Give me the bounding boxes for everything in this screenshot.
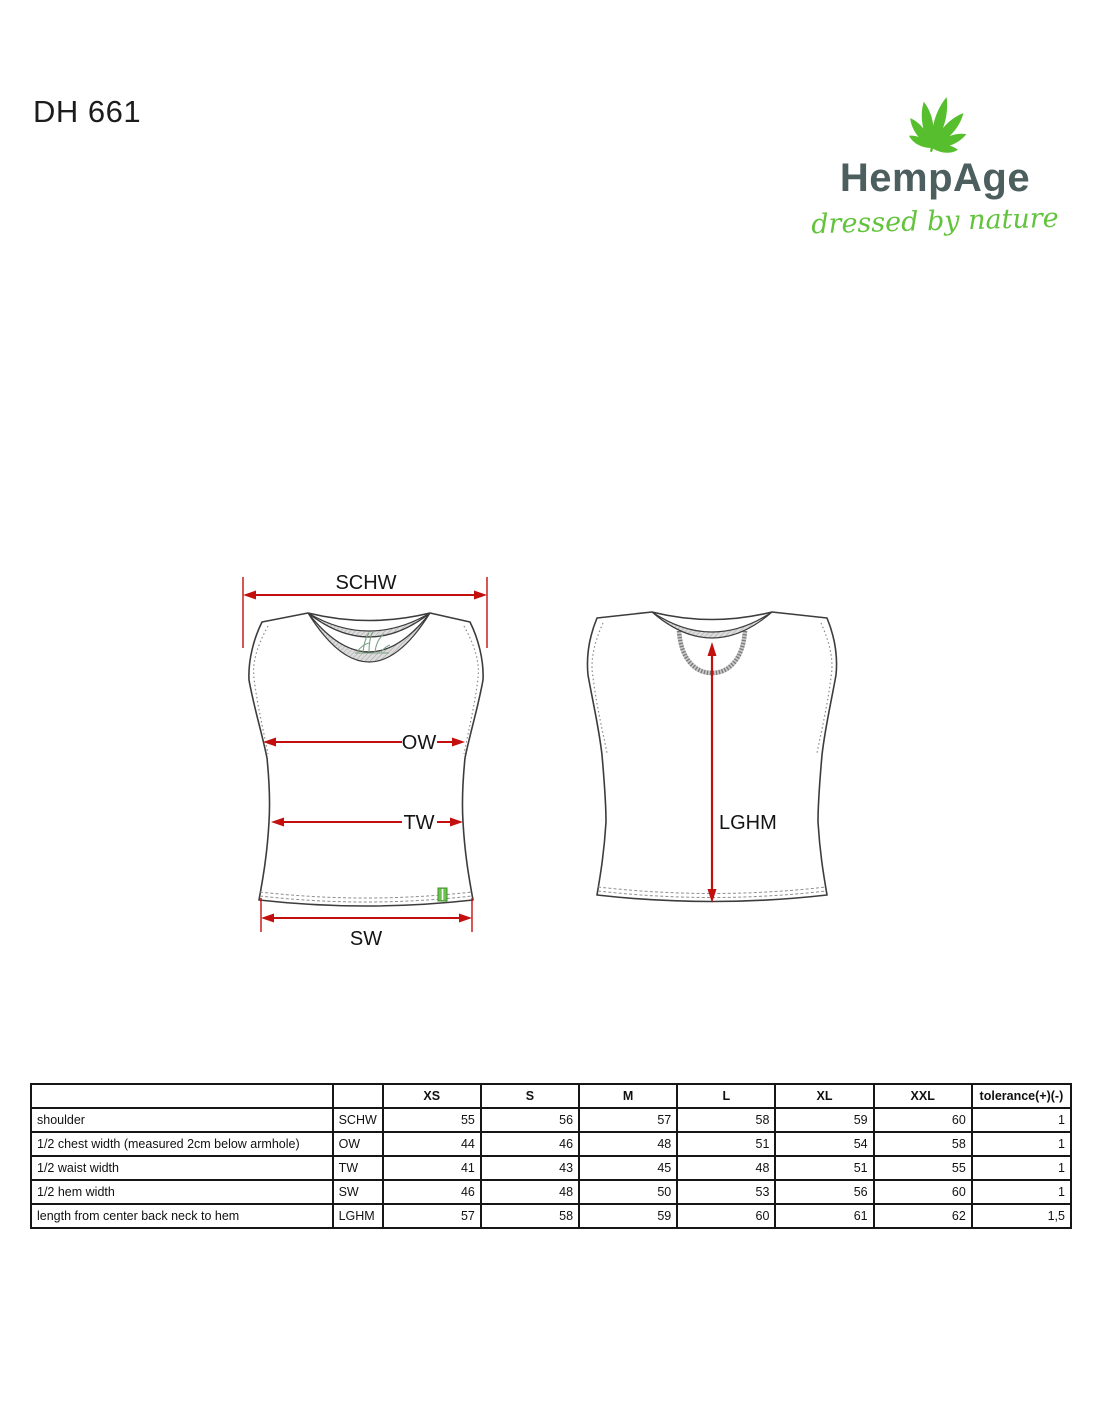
value-xs: 46 bbox=[383, 1180, 481, 1204]
ow-label: OW bbox=[401, 732, 437, 754]
header-size-xl: XL bbox=[775, 1084, 873, 1108]
table-row-hem-width bbox=[31, 1180, 1071, 1204]
row-label: length from center back neck to hem bbox=[31, 1204, 333, 1228]
value-l: 51 bbox=[677, 1132, 775, 1156]
value-xl: 56 bbox=[775, 1180, 873, 1204]
hempage-logo bbox=[780, 84, 1090, 254]
sw-label: SW bbox=[349, 928, 383, 950]
table-row-shoulder bbox=[31, 1108, 1071, 1132]
row-label: 1/2 hem width bbox=[31, 1180, 333, 1204]
value-l: 53 bbox=[677, 1180, 775, 1204]
size-table-header-row bbox=[31, 1084, 1071, 1108]
value-m: 45 bbox=[579, 1156, 677, 1180]
value-l: 58 bbox=[677, 1108, 775, 1132]
garment-front-view bbox=[232, 566, 492, 956]
row-code: OW bbox=[333, 1132, 383, 1156]
value-xl: 54 bbox=[775, 1132, 873, 1156]
header-size-xxl: XXL bbox=[874, 1084, 972, 1108]
table-row-waist-width bbox=[31, 1156, 1071, 1180]
hem-tag bbox=[438, 888, 447, 901]
value-xxl: 60 bbox=[874, 1108, 972, 1132]
row-label: 1/2 chest width (measured 2cm below armhole) bbox=[31, 1132, 333, 1156]
row-code: LGHM bbox=[333, 1204, 383, 1228]
row-label: 1/2 waist width bbox=[31, 1156, 333, 1180]
hemp-leaf-icon bbox=[888, 86, 980, 154]
header-size-m: M bbox=[579, 1084, 677, 1108]
value-xxl: 60 bbox=[874, 1180, 972, 1204]
value-l: 48 bbox=[677, 1156, 775, 1180]
value-xxl: 58 bbox=[874, 1132, 972, 1156]
table-row-chest-width bbox=[31, 1132, 1071, 1156]
size-table bbox=[30, 1083, 1072, 1229]
value-xxl: 62 bbox=[874, 1204, 972, 1228]
value-xl: 59 bbox=[775, 1108, 873, 1132]
value-xs: 41 bbox=[383, 1156, 481, 1180]
value-m: 59 bbox=[579, 1204, 677, 1228]
value-xs: 44 bbox=[383, 1132, 481, 1156]
value-xl: 51 bbox=[775, 1156, 873, 1180]
value-tolerance: 1 bbox=[972, 1108, 1071, 1132]
value-s: 46 bbox=[481, 1132, 579, 1156]
garment-back-view bbox=[575, 593, 845, 928]
value-s: 58 bbox=[481, 1204, 579, 1228]
tw-label: TW bbox=[403, 812, 435, 834]
brand-tagline: dressed by nature bbox=[810, 202, 1060, 241]
header-tolerance: tolerance(+)(-) bbox=[972, 1084, 1071, 1108]
value-m: 57 bbox=[579, 1108, 677, 1132]
header-empty-code bbox=[333, 1084, 383, 1108]
row-code: SCHW bbox=[333, 1108, 383, 1132]
value-xxl: 55 bbox=[874, 1156, 972, 1180]
lghm-label: LGHM bbox=[719, 812, 777, 834]
schw-label: SCHW bbox=[335, 572, 397, 594]
value-tolerance: 1 bbox=[972, 1156, 1071, 1180]
header-size-l: L bbox=[677, 1084, 775, 1108]
value-tolerance: 1 bbox=[972, 1180, 1071, 1204]
row-code: SW bbox=[333, 1180, 383, 1204]
value-s: 43 bbox=[481, 1156, 579, 1180]
value-l: 60 bbox=[677, 1204, 775, 1228]
page-title: DH 661 bbox=[33, 94, 142, 129]
value-tolerance: 1,5 bbox=[972, 1204, 1071, 1228]
row-code: TW bbox=[333, 1156, 383, 1180]
header-empty-description bbox=[31, 1084, 333, 1108]
header-size-xs: XS bbox=[383, 1084, 481, 1108]
header-size-s: S bbox=[481, 1084, 579, 1108]
value-xs: 57 bbox=[383, 1204, 481, 1228]
value-s: 56 bbox=[481, 1108, 579, 1132]
row-label: shoulder bbox=[31, 1108, 333, 1132]
table-row-back-length bbox=[31, 1204, 1071, 1228]
brand-name: HempAge bbox=[839, 156, 1031, 200]
value-m: 50 bbox=[579, 1180, 677, 1204]
value-s: 48 bbox=[481, 1180, 579, 1204]
value-xs: 55 bbox=[383, 1108, 481, 1132]
value-xl: 61 bbox=[775, 1204, 873, 1228]
value-tolerance: 1 bbox=[972, 1132, 1071, 1156]
value-m: 48 bbox=[579, 1132, 677, 1156]
